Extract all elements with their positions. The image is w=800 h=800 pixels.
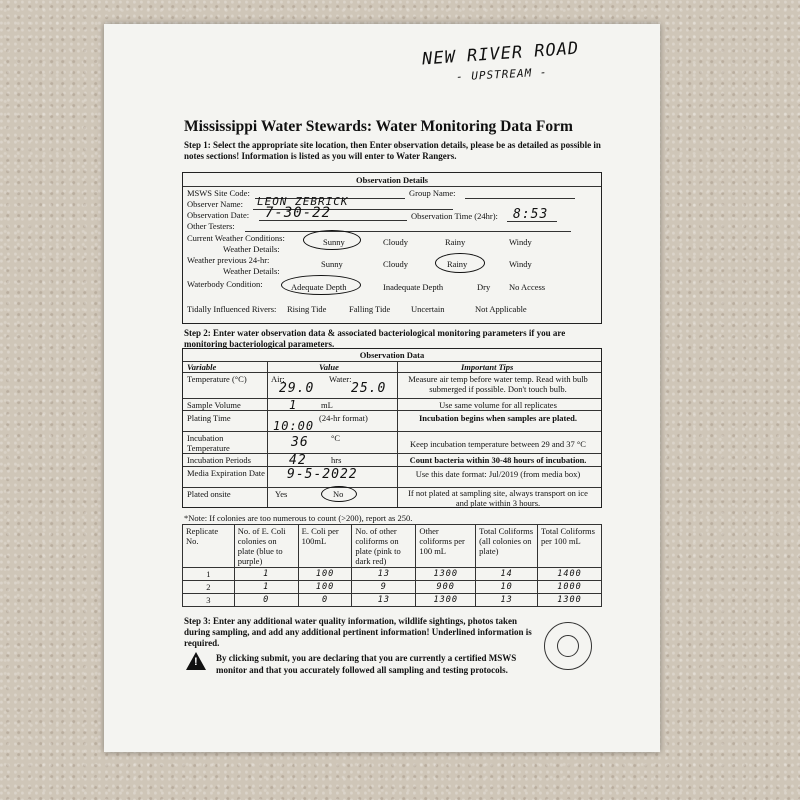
tidal-label: Tidally Influenced Rivers:: [187, 304, 277, 314]
incubation-temp-tip: Keep incubation temperature between 29 and 37 °C: [410, 439, 586, 449]
plated-onsite-tip: If not plated at sampling site, always transport on ice and plate within 3 hours.: [408, 488, 588, 508]
previous-weather-cloudy[interactable]: Cloudy: [383, 259, 409, 269]
colony-table: [182, 524, 602, 607]
tidal-rising[interactable]: Rising Tide: [287, 304, 327, 314]
step3-instructions: Step 3: Enter any additional water quality information, wildlife sightings, photos taken during sampling, and add any additional pertinent information! Underlined information is required.: [184, 616, 532, 648]
colony-note: *Note: If colonies are too numerous to count (>200), report as 250.: [184, 513, 413, 523]
plated-yes[interactable]: Yes: [275, 489, 288, 499]
handwritten-site-position: - UPSTREAM -: [455, 65, 548, 84]
water-temp-value[interactable]: 25.0: [351, 381, 387, 396]
observation-data-box: [182, 348, 602, 508]
tidal-uncertain[interactable]: Uncertain: [411, 304, 445, 314]
other-testers-label: Other Testers:: [187, 221, 235, 231]
group-name-field[interactable]: [465, 198, 575, 199]
observation-time-label: Observation Time (24hr):: [411, 211, 498, 221]
selected-circle: [435, 253, 485, 273]
cell[interactable]: 1300: [416, 568, 476, 581]
observation-date-label: Observation Date:: [187, 210, 250, 220]
step1-instructions: Step 1: Select the appropriate site location, then Enter observation details, please be as detailed as possible in notes sections! Information is listed as you will enter to Water Rangers.: [184, 140, 601, 161]
handwritten-site-name: NEW RIVER ROAD: [421, 38, 580, 70]
form-title: Mississippi Water Stewards: Water Monitoring Data Form: [184, 118, 573, 135]
msws-seal-icon: [544, 622, 592, 670]
waterbody-adequate[interactable]: Adequate Depth: [291, 282, 347, 292]
cell: 1: [183, 568, 235, 581]
cell[interactable]: 1300: [538, 594, 602, 607]
observation-time-value[interactable]: 8:53: [513, 207, 549, 222]
waterbody-no-access[interactable]: No Access: [509, 282, 546, 292]
cell[interactable]: 13: [352, 568, 416, 581]
plated-onsite-label: Plated onsite: [187, 489, 231, 499]
header-other-colonies: No. of other coliforms on plate (pink to dark red): [352, 525, 416, 568]
previous-weather-details-label: Weather Details:: [223, 266, 280, 276]
cell[interactable]: 14: [476, 568, 538, 581]
site-code-label: MSWS Site Code:: [187, 188, 250, 198]
waterbody-dry[interactable]: Dry: [477, 282, 491, 292]
tidal-not-applicable[interactable]: Not Applicable: [475, 304, 527, 314]
plating-time-label: Plating Time: [187, 413, 231, 423]
col-variable: Variable: [187, 362, 217, 372]
disclaimer-text: By clicking submit, you are declaring that you are currently a certified MSWS monitor and that you accurately followed all sampling and testing protocols.: [216, 653, 517, 675]
cell[interactable]: 1000: [538, 581, 602, 594]
incubation-temp-value[interactable]: 36: [291, 435, 309, 450]
header-replicate: Replicate No.: [183, 525, 235, 568]
colony-table-header-row: [183, 525, 602, 568]
current-weather-label: Current Weather Conditions:: [187, 233, 285, 243]
other-testers-field[interactable]: [245, 231, 571, 232]
selected-circle: [321, 486, 357, 502]
cell[interactable]: 10: [476, 581, 538, 594]
header-other-per-100: Other coliforms per 100 mL: [416, 525, 476, 568]
table-row: [183, 568, 602, 581]
plating-time-value[interactable]: 10:00: [273, 419, 315, 433]
sample-volume-unit: mL: [321, 400, 333, 410]
temperature-label: Temperature (°C): [187, 374, 247, 384]
group-name-label: Group Name:: [409, 188, 456, 198]
air-temp-value[interactable]: 29.0: [279, 381, 315, 396]
water-label: Water:: [329, 374, 352, 384]
cell[interactable]: 1: [234, 568, 298, 581]
header-total-colonies: Total Coliforms (all colonies on plate): [476, 525, 538, 568]
temperature-tip: Measure air temp before water temp. Read with bulb submerged if possible. Don't touch bulb.: [408, 374, 588, 394]
current-weather-cloudy[interactable]: Cloudy: [383, 237, 409, 247]
observation-details-header: Observation Details: [355, 175, 428, 185]
incubation-periods-tip: Count bacteria within 30-48 hours of incubation.: [409, 455, 587, 465]
sample-volume-tip: Use same volume for all replicates: [439, 400, 557, 410]
previous-weather-label: Weather previous 24-hr:: [187, 255, 270, 265]
cell[interactable]: 1400: [538, 568, 602, 581]
cell[interactable]: 9: [352, 581, 416, 594]
observer-name-label: Observer Name:: [187, 199, 243, 209]
cell[interactable]: 100: [298, 581, 352, 594]
cell[interactable]: 100: [298, 568, 352, 581]
cell: 2: [183, 581, 235, 594]
selected-circle: [281, 275, 361, 295]
header-ecoli-per-100: E. Coli per 100mL: [298, 525, 352, 568]
selected-circle: [303, 230, 361, 250]
incubation-periods-unit: hrs: [331, 455, 342, 465]
tidal-falling[interactable]: Falling Tide: [349, 304, 391, 314]
cell[interactable]: 13: [352, 594, 416, 607]
cell: 3: [183, 594, 235, 607]
cell[interactable]: 0: [234, 594, 298, 607]
current-weather-rainy[interactable]: Rainy: [445, 237, 466, 247]
media-exp-value[interactable]: 9-5-2022: [287, 467, 358, 482]
cell[interactable]: 13: [476, 594, 538, 607]
observation-data-header: Observation Data: [359, 350, 425, 360]
sample-volume-value[interactable]: 1: [289, 398, 298, 412]
media-exp-tip: Use this date format: Jul/2019 (from media box): [415, 469, 581, 479]
previous-weather-windy[interactable]: Windy: [509, 259, 532, 269]
incubation-periods-label: Incubation Periods: [187, 455, 251, 465]
header-ecoli-colonies: No. of E. Coli colonies on plate (blue to purple): [234, 525, 298, 568]
incubation-temp-label: Incubation Temperature: [187, 433, 230, 453]
previous-weather-sunny[interactable]: Sunny: [321, 259, 343, 269]
cell[interactable]: 0: [298, 594, 352, 607]
form-paper: [104, 24, 660, 752]
previous-weather-rainy[interactable]: Rainy: [447, 259, 468, 269]
sample-volume-label: Sample Volume: [187, 400, 241, 410]
header-total-per-100: Total Coliforms per 100 mL: [538, 525, 602, 568]
plating-time-tip: Incubation begins when samples are plated.: [418, 413, 578, 423]
incubation-periods-value[interactable]: 42: [289, 453, 307, 468]
plated-no[interactable]: No: [333, 489, 344, 499]
current-weather-windy[interactable]: Windy: [509, 237, 532, 247]
current-weather-sunny[interactable]: Sunny: [323, 237, 345, 247]
media-exp-label: Media Expiration Date: [187, 468, 265, 478]
cell[interactable]: 900: [416, 581, 476, 594]
plating-time-unit: (24-hr format): [319, 413, 368, 423]
table-row: [183, 594, 602, 607]
current-weather-details-label: Weather Details:: [223, 244, 280, 254]
cell[interactable]: 1300: [416, 594, 476, 607]
table-row: [183, 581, 602, 594]
col-value: Value: [319, 362, 339, 372]
waterbody-inadequate[interactable]: Inadequate Depth: [383, 282, 444, 292]
waterbody-label: Waterbody Condition:: [187, 279, 263, 289]
cell[interactable]: 1: [234, 581, 298, 594]
warning-icon: !: [186, 652, 206, 670]
observation-date-value[interactable]: 7-30-22: [265, 205, 332, 221]
step2-instructions: Step 2: Enter water observation data & associated bacteriological monitoring parameters if you are monitoring bacteriological parameters.: [184, 328, 566, 349]
observation-details-box: [182, 172, 602, 324]
observer-name-value[interactable]: LEON ZEBRICK: [257, 195, 349, 208]
col-tips: Important Tips: [461, 362, 514, 372]
incubation-temp-unit: °C: [331, 433, 341, 443]
air-label: Air:: [271, 374, 285, 384]
